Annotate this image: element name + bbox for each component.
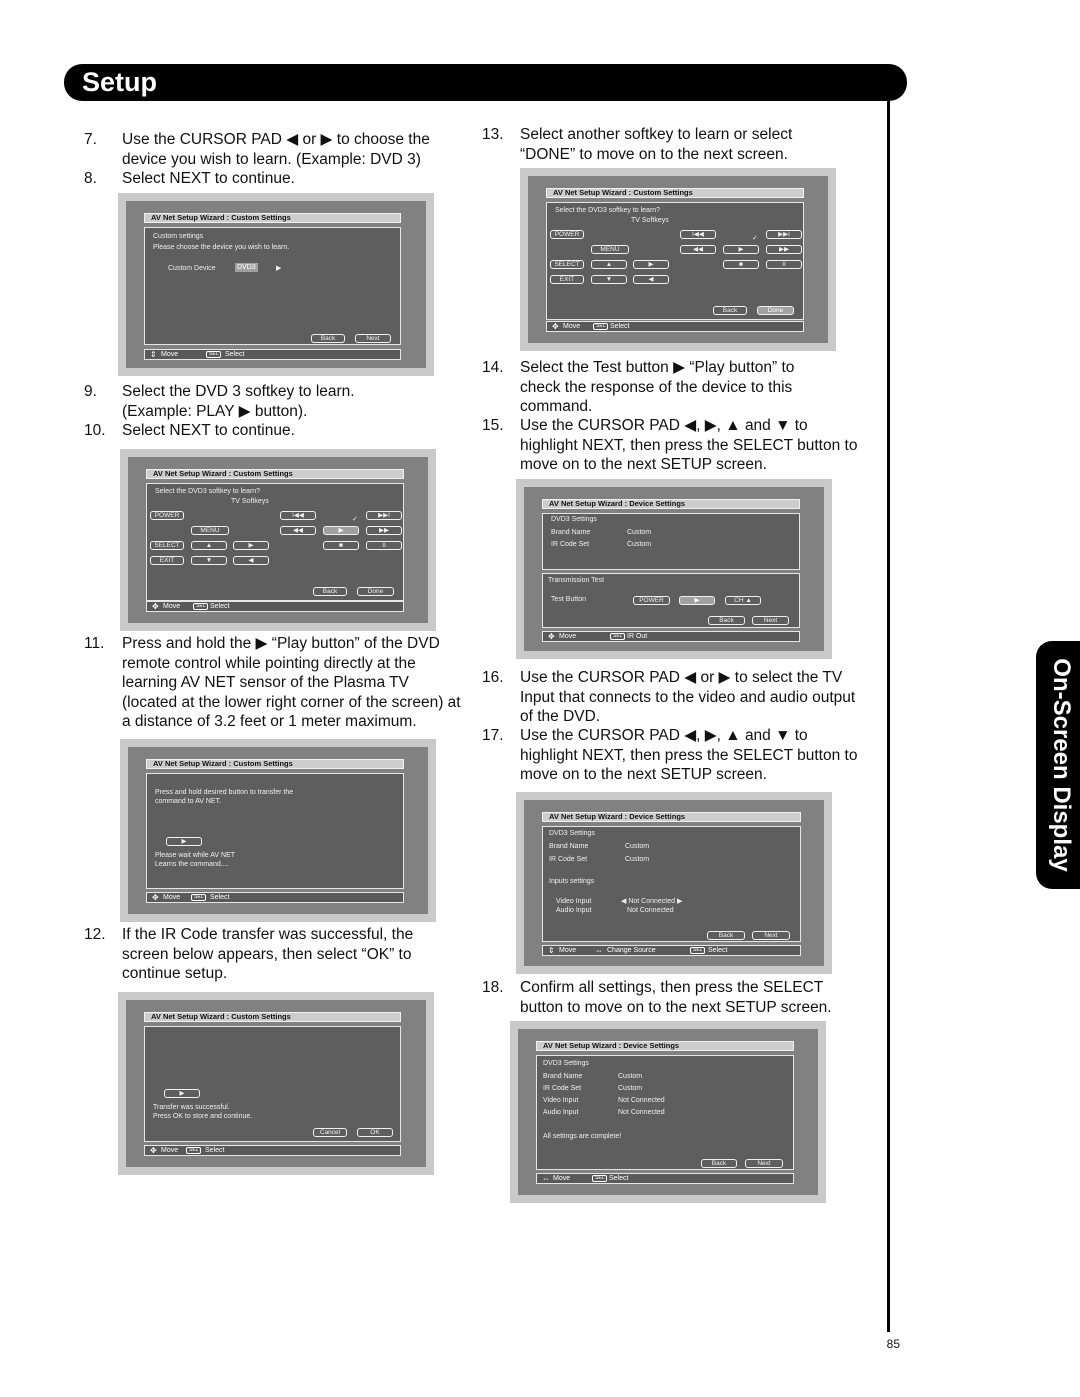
footer-move: Move: [163, 603, 181, 610]
step-text: Use the CURSOR PAD ◀ or ▶ to select the TV Input that connects to the video and audio output of the DVD.: [520, 669, 856, 725]
play-test-button[interactable]: ▶: [679, 596, 715, 605]
screen-press-hold: [120, 739, 436, 922]
sel-key-icon: SEL: [690, 947, 705, 954]
step-number: 12.: [84, 926, 106, 943]
brand-label: Brand Name: [551, 529, 591, 536]
back-button[interactable]: Back: [708, 616, 745, 625]
screen-text: Select the DVD3 softkey to learn?: [555, 207, 661, 214]
exit-softkey[interactable]: EXIT: [550, 275, 584, 284]
screen-panel: [146, 483, 404, 601]
step-number: 7.: [84, 131, 97, 148]
video-label: Video Input: [543, 1097, 579, 1104]
step-text: Use the CURSOR PAD ◀ or ▶ to choose the device you wish to learn. (Example: DVD 3): [122, 131, 430, 168]
play-softkey[interactable]: ▶: [723, 245, 759, 254]
ir-label: IR Code Set: [549, 856, 588, 863]
exit-softkey[interactable]: EXIT: [150, 556, 184, 565]
screen-body: [528, 176, 828, 343]
up-softkey[interactable]: ▲: [591, 260, 627, 269]
ir-value: Custom: [625, 856, 650, 863]
brand-value: Custom: [618, 1073, 643, 1080]
screen-body: [126, 1000, 426, 1167]
screen-title: AV Net Setup Wizard : Custom Settings: [144, 1012, 401, 1022]
step-text: Press and hold the ▶ “Play button” of the DVD remote control while pointing directly at the learning AV NET sensor of the Plasma TV (located at the lower right corner of the screen) at a distance of 3.2 feet or 1 meter maximum.: [122, 635, 461, 730]
step-text: Use the CURSOR PAD ◀, ▶, ▲ and ▼ to highlight NEXT, then press the SELECT button to move on to the next SETUP screen.: [520, 727, 858, 783]
screen-softkeys-2: [520, 168, 836, 351]
screen-text: TV Softkeys: [231, 498, 269, 505]
screen-body: [126, 201, 426, 368]
updown-arrows-icon: ⇕: [548, 946, 555, 955]
screen-body: [518, 1029, 818, 1195]
screen-text: DVD3 Settings: [551, 516, 597, 523]
ch-up-test-button[interactable]: CH ▲: [725, 596, 761, 605]
done-button[interactable]: Done: [357, 587, 394, 596]
arrow-right-icon: ▶: [276, 265, 282, 272]
step-number: 18.: [482, 979, 504, 996]
next-track-softkey[interactable]: ▶▶I: [766, 230, 802, 239]
power-softkey[interactable]: POWER: [150, 511, 184, 520]
screen-text: DVD3 Settings: [543, 1060, 589, 1067]
screen-footer: [144, 1145, 401, 1156]
sel-key-icon: SEL: [193, 603, 208, 610]
audio-value: Not Connected: [627, 907, 674, 914]
next-track-softkey[interactable]: ▶▶I: [366, 511, 402, 520]
screen-title: AV Net Setup Wizard : Custom Settings: [146, 469, 404, 479]
screen-softkeys: [120, 449, 436, 631]
screen-text: Press OK to store and continue.: [153, 1113, 253, 1120]
screen-text: Please choose the device you wish to learn.: [153, 244, 290, 251]
right-softkey[interactable]: ▶: [633, 260, 669, 269]
power-softkey[interactable]: POWER: [550, 230, 584, 239]
footer-move: Move: [161, 1147, 179, 1154]
step-number: 15.: [482, 417, 504, 434]
settings-panel: [542, 826, 801, 942]
stop-softkey[interactable]: ■: [323, 541, 359, 550]
header-bar: [64, 64, 907, 101]
footer-move: Move: [559, 633, 577, 640]
screen-title: AV Net Setup Wizard : Device Settings: [536, 1041, 794, 1051]
screen-footer: [146, 601, 404, 612]
footer-select: Select: [708, 947, 728, 954]
back-button[interactable]: Back: [311, 334, 345, 343]
page-number: 85: [886, 1337, 900, 1351]
ffw-softkey[interactable]: ▶▶: [766, 245, 802, 254]
down-softkey[interactable]: ▼: [591, 275, 627, 284]
check-icon: ✓: [752, 235, 758, 242]
step-number: 13.: [482, 126, 504, 143]
step-number: 16.: [482, 669, 504, 686]
screen-text: Transmission Test: [548, 577, 605, 584]
screen-text: Transfer was successful.: [153, 1104, 230, 1111]
footer-select: Select: [610, 323, 630, 330]
sel-key-icon: SEL: [186, 1147, 201, 1154]
back-button[interactable]: Back: [313, 587, 347, 596]
leftright-arrows-icon: ⇔: [542, 1174, 550, 1183]
vertical-divider: [887, 100, 890, 1332]
select-softkey[interactable]: SELECT: [550, 260, 584, 269]
screen-text: Inputs settings: [549, 878, 595, 885]
screen-device-inputs: [516, 792, 832, 974]
pause-softkey[interactable]: II: [766, 260, 802, 269]
settings-panel: [536, 1055, 794, 1170]
prev-softkey[interactable]: I◀◀: [280, 511, 316, 520]
step-text: Select the DVD 3 softkey to learn. (Example: PLAY ▶ button).: [122, 383, 355, 420]
screen-text: TV Softkeys: [631, 217, 669, 224]
screen-text: command to AV NET.: [155, 798, 222, 805]
left-softkey[interactable]: ◀: [233, 556, 269, 565]
footer-move: Move: [163, 894, 181, 901]
screen-text: Select the DVD3 softkey to learn?: [155, 488, 261, 495]
screen-panel: [144, 227, 401, 345]
footer-move: Move: [559, 947, 577, 954]
screen-body: [524, 800, 824, 966]
screen-title: AV Net Setup Wizard : Custom Settings: [546, 188, 804, 198]
footer-move: Move: [161, 351, 179, 358]
screen-text: Learns the command....: [155, 861, 229, 868]
next-button[interactable]: Next: [745, 1159, 783, 1168]
leftright-arrows-icon: ⇔: [595, 946, 603, 955]
move-arrows-icon: ✥: [548, 632, 555, 641]
footer-select: Select: [210, 603, 230, 610]
screen-device-confirm: [510, 1021, 826, 1203]
screen-text: DVD3 Settings: [549, 830, 595, 837]
power-test-button[interactable]: POWER: [633, 596, 670, 605]
back-button[interactable]: Back: [713, 306, 747, 315]
step-text: If the IR Code transfer was successful, the screen below appears, then select “OK” to continue setup.: [122, 926, 414, 982]
test-label: Test Button: [551, 596, 587, 603]
footer-move: Move: [553, 1175, 571, 1182]
footer-select: Select: [210, 894, 230, 901]
ir-label: IR Code Set: [551, 541, 590, 548]
move-arrows-icon: ✥: [552, 322, 559, 331]
menu-softkey[interactable]: MENU: [191, 526, 229, 535]
sel-key-icon: SEL: [610, 633, 625, 640]
brand-value: Custom: [625, 843, 650, 850]
updown-arrows-icon: ⇕: [150, 350, 157, 359]
sel-key-icon: SEL: [593, 323, 608, 330]
screen-title: AV Net Setup Wizard : Custom Settings: [144, 213, 401, 223]
screen-panel: [546, 202, 804, 320]
move-arrows-icon: ✥: [152, 893, 159, 902]
pause-softkey[interactable]: II: [366, 541, 402, 550]
stop-softkey[interactable]: ■: [723, 260, 759, 269]
step-number: 8.: [84, 170, 97, 187]
screen-footer: [542, 631, 800, 642]
screen-footer: [546, 321, 804, 332]
audio-label: Audio Input: [556, 907, 592, 914]
sel-key-icon: SEL: [206, 351, 221, 358]
up-softkey[interactable]: ▲: [191, 541, 227, 550]
next-button[interactable]: Next: [355, 334, 391, 343]
move-arrows-icon: ✥: [150, 1146, 157, 1155]
footer-ir-out: IR Out: [627, 633, 648, 640]
screen-body: [524, 487, 824, 651]
ffw-softkey[interactable]: ▶▶: [366, 526, 402, 535]
step-text: Confirm all settings, then press the SELECT button to move on to the next SETUP screen.: [520, 979, 832, 1016]
step-text: Select NEXT to continue.: [122, 170, 295, 187]
settings-panel: [542, 513, 800, 570]
device-label: Custom Device: [168, 265, 216, 272]
step-number: 17.: [482, 727, 504, 744]
sel-key-icon: SEL: [191, 894, 206, 901]
device-value[interactable]: DVD3: [237, 264, 256, 271]
ir-label: IR Code Set: [543, 1085, 582, 1092]
step-text: Use the CURSOR PAD ◀, ▶, ▲ and ▼ to highlight NEXT, then press the SELECT button to move on to the next SETUP screen.: [520, 417, 858, 473]
play-indicator: ▶: [166, 837, 202, 846]
cancel-button[interactable]: Cancel: [313, 1128, 347, 1137]
footer-move: Move: [563, 323, 581, 330]
side-tab-label: On-Screen Display: [1048, 658, 1075, 872]
test-panel: [542, 573, 800, 628]
screen-text: Press and hold desired button to transfer the: [155, 789, 294, 796]
next-button[interactable]: Next: [752, 616, 789, 625]
screen-footer: [536, 1173, 794, 1184]
step-text: Select NEXT to continue.: [122, 422, 295, 439]
step-number: 11.: [84, 635, 105, 652]
back-button[interactable]: Back: [707, 931, 745, 940]
right-softkey[interactable]: ▶: [233, 541, 269, 550]
complete-message: All settings are complete!: [543, 1133, 622, 1140]
menu-softkey[interactable]: MENU: [591, 245, 629, 254]
screen-title: AV Net Setup Wizard : Device Settings: [542, 499, 800, 509]
screen-choose-device: [118, 193, 434, 376]
screen-title: AV Net Setup Wizard : Device Settings: [542, 812, 801, 822]
screen-panel: [144, 1026, 401, 1142]
screen-body: [128, 747, 428, 914]
step-text: Select another softkey to learn or select “DONE” to move on to the next screen.: [520, 126, 793, 163]
rew-softkey[interactable]: ◀◀: [680, 245, 716, 254]
brand-value: Custom: [627, 529, 652, 536]
screen-title: AV Net Setup Wizard : Custom Settings: [146, 759, 404, 769]
sel-key-icon: SEL: [592, 1175, 607, 1182]
rew-softkey[interactable]: ◀◀: [280, 526, 316, 535]
step-number: 9.: [84, 383, 97, 400]
play-softkey[interactable]: ▶: [323, 526, 359, 535]
video-input-selector[interactable]: ◀ Not Connected ▶: [621, 898, 683, 905]
ok-button[interactable]: OK: [357, 1128, 393, 1137]
next-button[interactable]: Next: [752, 931, 790, 940]
brand-label: Brand Name: [543, 1073, 583, 1080]
audio-label: Audio Input: [543, 1109, 579, 1116]
footer-select: Select: [205, 1147, 225, 1154]
brand-label: Brand Name: [549, 843, 589, 850]
ir-value: Custom: [618, 1085, 643, 1092]
screen-footer: [542, 945, 801, 956]
video-label: Video Input: [556, 898, 592, 905]
screen-panel: [146, 773, 404, 889]
select-softkey[interactable]: SELECT: [150, 541, 184, 550]
ir-value: Custom: [627, 541, 652, 548]
screen-body: [128, 457, 428, 623]
screen-footer: [144, 349, 401, 360]
footer-change-source: Change Source: [607, 947, 656, 954]
audio-value: Not Connected: [618, 1109, 665, 1116]
down-softkey[interactable]: ▼: [191, 556, 227, 565]
move-arrows-icon: ✥: [152, 602, 159, 611]
screen-success: [118, 992, 434, 1175]
screen-footer: [146, 892, 404, 903]
video-value: Not Connected: [618, 1097, 665, 1104]
footer-select: Select: [609, 1175, 629, 1182]
play-indicator: ▶: [164, 1089, 200, 1098]
check-icon: ✓: [352, 516, 358, 523]
left-softkey[interactable]: ◀: [633, 275, 669, 284]
screen-text: Please wait while AV NET: [155, 852, 236, 859]
page-title: Setup: [82, 67, 158, 97]
footer-select: Select: [225, 351, 245, 358]
screen-device-test: [516, 479, 832, 659]
done-button[interactable]: Done: [757, 306, 794, 315]
step-number: 10.: [84, 422, 106, 439]
step-number: 14.: [482, 359, 504, 376]
prev-softkey[interactable]: I◀◀: [680, 230, 716, 239]
back-button[interactable]: Back: [701, 1159, 737, 1168]
screen-text: Custom settings: [153, 233, 204, 240]
step-text: Select the Test button ▶ “Play button” to check the response of the device to this command.: [520, 359, 795, 415]
